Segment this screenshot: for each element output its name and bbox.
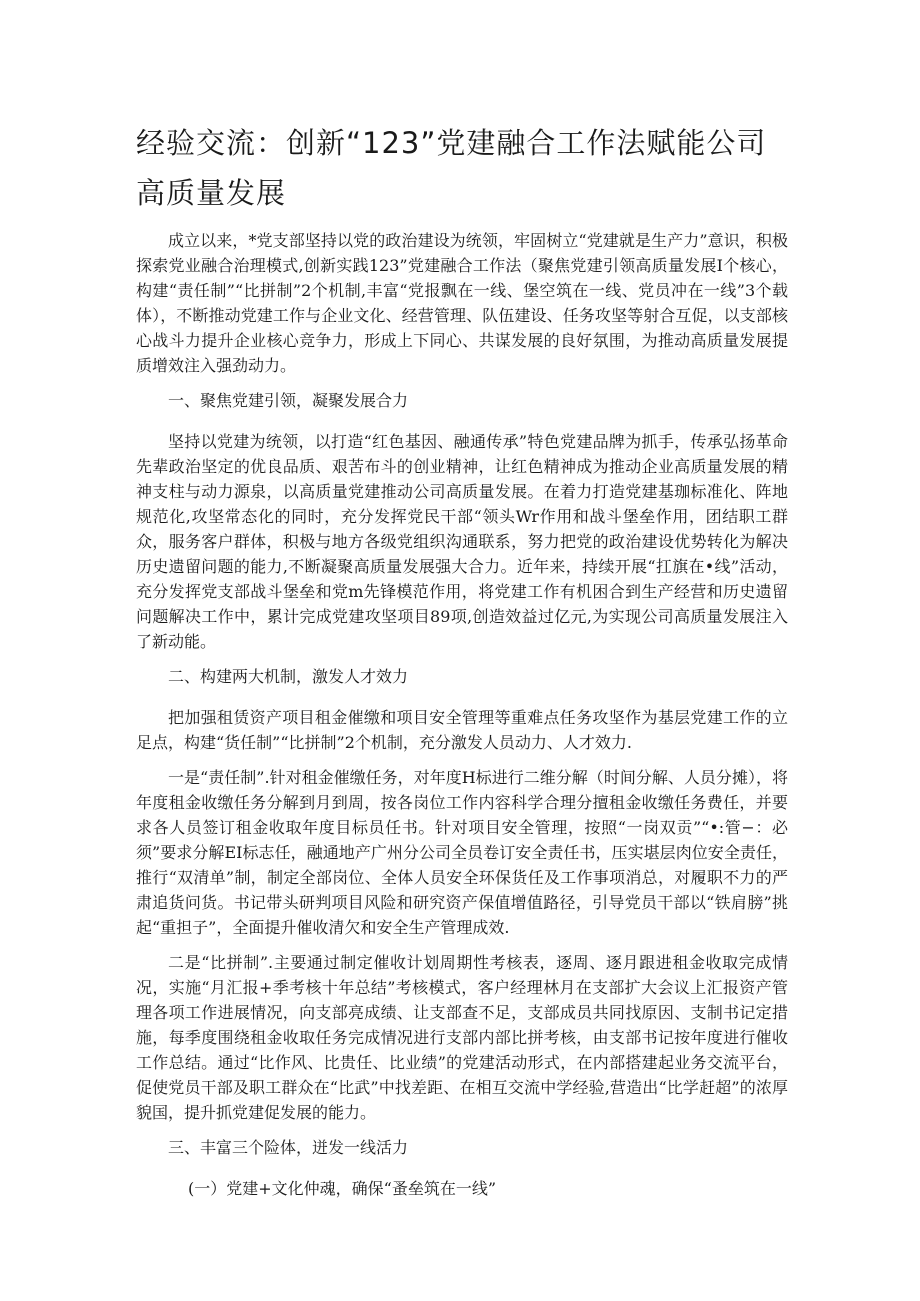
paragraph-responsibility-system: 一是“责任制”.针对租金催缴任务，对年度H标进行二维分解（时间分解、人员分摊），将年度租金收缴任务分解到月到周，按各岗位工作内容科学合理分擅租金收缴任务费任，并要求各人员签订租金收取年度目标员任书。针对项目安全管理，按照“一岗双贡”“•:管−：必须”要求分解EI标志任，融通地产广州分公司全员卷订安全责任书，压实堪层肉位安全责任，推行“双清单”制，制定全部岗位、全体人员安全环保货任及工作事项消总，对履职不力的严肃追货问货。书记带头研判项目风险和研究资产保值增值路径，引导党员干部以“铁肩膀”挑起“重担子”，全面提升催收清欠和安全生产管理成效. [136,768,788,937]
subsection-heading-3-1: (一）党建+文化仲魂，确保“蚤垒筑在一线” [188,1179,497,1198]
paragraph-competition-system: 二是“比拼制”.主要通过制定催收计划周期性考核表，逐周、逐月跟进租金收取完成情况，实施“月汇报+季考核十年总结”考核模式，客户经理林月在支部扩大会议上汇报资产管理各项工作进展情况，向支部亮成绩、让支部查不足，支部成员共同找原因、支制书记定措施，每季度围绕租金收取任务完成情况进行支部内部比拼考核，由支部书记按年度进行催收工作总结。通过“比作风、比贵任、比业绩”的党建活动形式，在内部搭建起业务交流平台，促使党员干部及职工群众在“比武”中找差距、在相互交流中学经验,营造出“比学赶超”的浓厚貌国，提升抓党建促发展的能力。 [136,953,788,1122]
paragraph-intro: 成立以来，*党支部坚持以党的政治建设为统领，牢固树立“党建就是生产力”意识，积极探索党业融合治理模式,创新实践123”党建融合工作法（聚焦党建引领高质量发展Ⅰ个核心，构建“责任制”“比拼制”2个机制,丰富“党报飘在一线、堡空筑在一线、党员冲在一线”3个载体），不断推动党建工作与企业文化、经营管理、队伍建设、任务攻坚等射合互促，以支部核心战斗力提升企业核心竞争力，形成上下同心、共谋发展的良好氛围，为推动高质量发展提质增效注入强劲动力。 [136,231,788,375]
document-title: 经验交流：创新“123”党建融合工作法赋能公司高质量发展 [136,126,767,210]
section-heading-2: 二、构建两大机制，激发人才效力 [168,667,409,686]
section-heading-1: 一、聚焦党建引领，凝聚发展合力 [168,391,409,410]
section-heading-3: 三、丰富三个险体，迸发一线活力 [168,1138,409,1157]
paragraph-section-2-intro: 把加强租赁资产项目租金催缴和项目安全管理等重难点任务攻坚作为基层党建工作的立足点，构建“货任制”“比拼制”2个机制，充分激发人员动力、人才效力. [136,708,788,752]
paragraph-section-1: 坚持以党建为统领，以打造“红色基因、融通传承”特色党建品牌为抓手，传承弘扬革命先辈政治坚定的优良品质、艰苦布斗的创业精神，让红色精神成为推动企业高质量发展的精神支柱与动力源泉，以高质量党建推动公司高质量发展。在着力打造党建基珈标准化、阵地规范化,攻坚常态化的同时，充分发挥党民干部“领头Wr作用和战斗堡垒作用，团结职工群众，服务客户群体，积极与地方各级党组织沟通联系，努力把党的政治建设优势转化为解决历史遗留问题的能力,不断凝聚高质量发展强大合力。近年来，持续开展“扛旗在•线”活动，充分发挥党支部战斗堡垒和党m先锋模范作用，将党建工作有机困合到生产经营和历史遗留问题解决工作中，累计完成党建攻坚项目89项,创造效益过亿元,为实现公司高质量发展注入了新动能。 [136,432,788,651]
document-body [136,228,788,1211]
